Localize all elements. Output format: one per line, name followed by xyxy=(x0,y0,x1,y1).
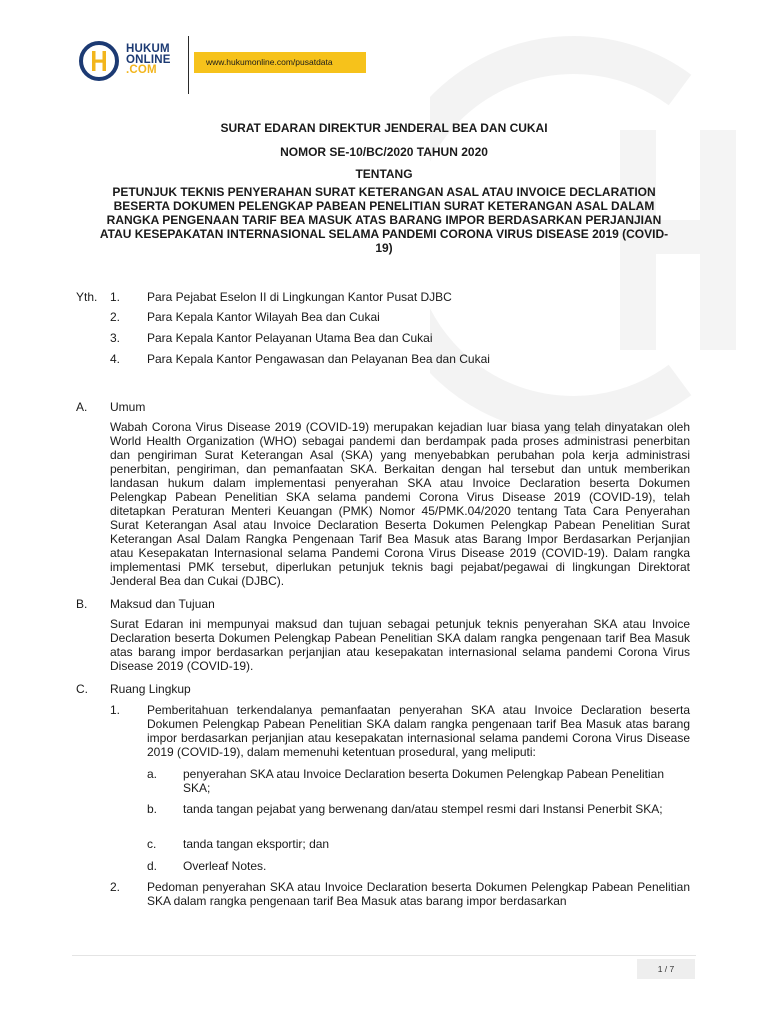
addressee-label: Yth. xyxy=(76,290,98,304)
scope-sub-c-letter: c. xyxy=(147,837,157,851)
title-line-2: NOMOR SE-10/BC/2020 TAHUN 2020 xyxy=(280,145,488,159)
subject-line-5: 19) xyxy=(375,241,393,255)
addressee-num-4: 4. xyxy=(110,352,121,366)
subject-line-1: PETUNJUK TEKNIS PENYERAHAN SURAT KETERANGAN ASAL ATAU INVOICE DECLARATION xyxy=(112,185,656,199)
footer-divider xyxy=(72,955,696,956)
addressee-text-1: Para Pejabat Eselon II di Lingkungan Kantor Pusat DJBC xyxy=(147,290,452,304)
addressee-text-4: Para Kepala Kantor Pengawasan dan Pelayanan Bea dan Cukai xyxy=(147,352,490,366)
section-b-heading: Maksud dan Tujuan xyxy=(110,597,215,611)
url-link[interactable]: www.hukumonline.com/pusatdata xyxy=(194,52,366,73)
addressee-num-2: 2. xyxy=(110,310,121,324)
addressee-num-3: 3. xyxy=(110,331,121,345)
header-divider xyxy=(188,36,189,94)
scope-item-2-text: Pedoman penyerahan SKA atau Invoice Declaration beserta Dokumen Pelengkap Pabean Penelitian SKA dalam rangka pengenaan tarif Bea Masuk atas barang impor berdasarkan xyxy=(147,880,690,908)
subject-line-4: ATAU KESEPAKATAN INTERNASIONAL SELAMA PANDEMI CORONA VIRUS DISEASE 2019 (COVID- xyxy=(99,227,669,241)
section-a-heading: Umum xyxy=(110,400,146,414)
hukumonline-logo-icon[interactable] xyxy=(78,40,120,82)
logo-line-1: HUKUM xyxy=(126,43,170,55)
page-number: 1 / 7 xyxy=(637,959,695,979)
scope-sub-a-letter: a. xyxy=(147,767,158,781)
logo-line-2: ONLINE xyxy=(126,53,171,66)
document-header xyxy=(0,0,768,100)
scope-sub-b-text: tanda tangan pejabat yang berwenang dan/atau stempel resmi dari Instansi Penerbit SKA; xyxy=(183,802,663,816)
title-line-1: SURAT EDARAN DIREKTUR JENDERAL BEA DAN CUKAI xyxy=(220,121,548,135)
section-b-letter: B. xyxy=(76,597,88,611)
scope-sub-c-text: tanda tangan eksportir; dan xyxy=(183,837,330,851)
scope-sub-d-letter: d. xyxy=(147,859,158,873)
section-a-letter: A. xyxy=(76,400,88,414)
section-c-heading: Ruang Lingkup xyxy=(110,682,191,696)
scope-sub-b-letter: b. xyxy=(147,802,158,816)
logo-line-3: .COM xyxy=(126,64,157,76)
title-line-3: TENTANG xyxy=(355,167,413,181)
section-c-letter: C. xyxy=(76,682,88,696)
logo-wordmark xyxy=(126,44,171,76)
scope-item-2-num: 2. xyxy=(110,880,121,894)
section-a-body: Wabah Corona Virus Disease 2019 (COVID-19) merupakan kejadian luar biasa yang telah dinyatakan oleh World Health Organization (WHO) sebagai pandemi dan berdampak pada proses administrasi penerbitan dan pengiriman Surat Keterangan Asal (SKA) yang menyebabkan perubahan pola kerja administrasi penerbitan, pengiriman, dan pemanfaatan SKA. Berkaitan dengan hal tersebut dan untuk memberikan landasan hukum dalam implementasi penyerahan SKA atau Invoice Declaration beserta Dokumen Pelengkap Pabean Penelitian SKA selama pandemi Corona Virus Disease 2019 (COVID-19), telah ditetapkan Peraturan Menteri Keuangan (PMK) Nomor 45/PMK.04/2020 tentang Tata Cara Penyerahan Surat Keterangan Asal atau Invoice Declaration Beserta Dokumen Pelengkap Pabean Penelitian Surat Keterangan Asal Dalam Rangka Pengenaan Tarif Bea Masuk atas Barang Impor Berdasarkan Perjanjian atau Kesepakatan Internasional selama Pandemi Corona Virus Disease 2019 (COVID-19). Dalam rangka implementasi PMK tersebut, diperlukan petunjuk teknis bagi pejabat/pegawai di lingkungan Direktorat Jenderal Bea dan Cukai (DJBC). xyxy=(110,420,690,588)
scope-item-1-text: Pemberitahuan terkendalanya pemanfaatan penyerahan SKA atau Invoice Declaration beserta Dokumen Pelengkap Pabean Penelitian SKA dalam rangka pengenaan tarif Bea Masuk atas barang impor berdasarkan perjanjian atau kesepakatan internasional selama pandemi Corona Virus Disease 2019 (COVID-19), dalam memenuhi ketentuan prosedural, yang meliputi: xyxy=(147,703,690,759)
scope-item-1-num: 1. xyxy=(110,703,121,717)
addressee-text-2: Para Kepala Kantor Wilayah Bea dan Cukai xyxy=(147,310,380,324)
scope-sub-d-text: Overleaf Notes. xyxy=(183,859,267,873)
subject-line-2: BESERTA DOKUMEN PELENGKAP PABEAN PENELITIAN SURAT KETERANGAN ASAL DALAM xyxy=(113,199,655,213)
addressee-text-3: Para Kepala Kantor Pelayanan Utama Bea dan Cukai xyxy=(147,331,433,345)
addressee-num-1: 1. xyxy=(110,290,121,304)
section-b-body: Surat Edaran ini mempunyai maksud dan tujuan sebagai petunjuk teknis penyerahan SKA atau Invoice Declaration beserta Dokumen Pelengkap Pabean Penelitian SKA dalam rangka pengenaan tarif Bea Masuk atas barang impor berdasarkan perjanjian atau kesepakatan internasional selama pandemi Corona Virus Disease 2019 (COVID-19). xyxy=(110,617,690,673)
scope-sub-a-text: penyerahan SKA atau Invoice Declaration beserta Dokumen Pelengkap Pabean Penelitian SKA; xyxy=(183,767,664,795)
subject-line-3: RANGKA PENGENAAN TARIF BEA MASUK ATAS BARANG IMPOR BERDASARKAN PERJANJIAN xyxy=(106,213,662,227)
